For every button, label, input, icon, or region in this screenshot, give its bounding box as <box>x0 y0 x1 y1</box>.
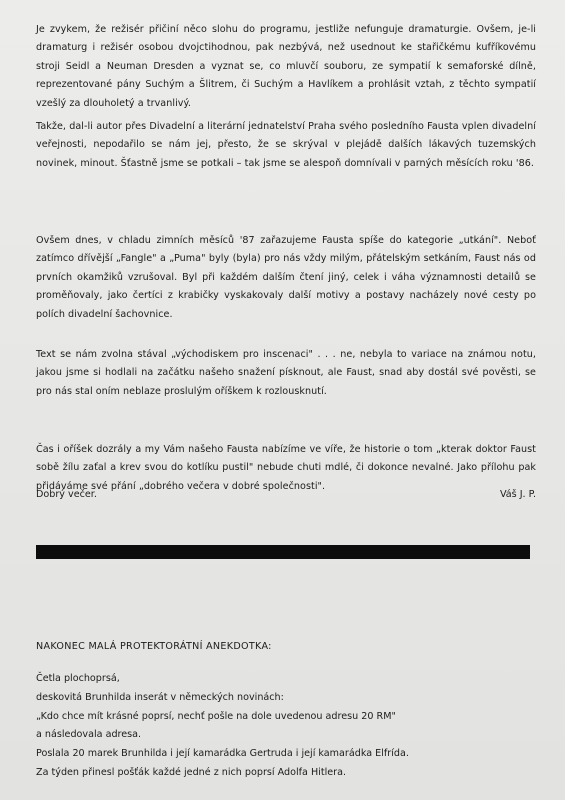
paragraph-offer: Čas i oříšek dozrály a my Vám našeho Fausta nabízíme ve víře, že historie o tom „kterak doktor Faust sobě žílu zaťal a krev svou do kotlíku pustil" nebude chuti mdlé, či dokonce nevalné. Jako přílohu pak přidáváme své přání „dobrého večera v dobré společnosti". <box>36 443 536 492</box>
paragraph-encounter: Ovšem dnes, v chladu zimních měsíců '87 zařazujeme Fausta spíše do kategorie „utkání". Neboť zatímco dřívější „Fangle" a „Puma" byly (byla) pro nás vždy milým, přátelským setkáním, Faust nás od prvních okamžiků vzrušoval. Byl při každém dalším čtení jiný, celek i váha významnosti detailů se proměňovaly, jako čertíci z krabičky vyskakovaly další motivy a postavy nacházely nové cesty po polích divadelní šachovnice. <box>36 234 536 320</box>
anecdote-line: deskovitá Brunhilda inserát v německých novinách: <box>36 691 284 703</box>
paragraph-staging: Text se nám zvolna stával „východiskem pro inscenaci" . . . ne, nebyla to variace na známou notu, jakou jsme si hodlali na začátku našeho snažení písknout, ale Faust, snad aby dostál své pověsti, se pro nás stal oním neblaze proslulým oříškem k rozlousknutí. <box>36 348 536 397</box>
anecdote-line: Četla plochoprsá, <box>36 673 120 684</box>
greeting: Dobrý večer. <box>36 489 97 500</box>
anecdote-line: a následovala adresa. <box>36 729 142 741</box>
anecdote-title: NAKONEC MALÁ PROTEKTORÁTNÍ ANEKDOTKA: <box>36 641 272 652</box>
anecdote-line: „Kdo chce mít krásné poprsí, nechť pošle na dole uvedenou adresu 20 RM" <box>36 710 396 722</box>
anecdote-section <box>36 638 536 783</box>
paragraph-faust-found: Takže, dal-li autor přes Divadelní a literární jednatelství Praha svého posledního Fausta vplen divadelní veřejnosti, nepodařilo se nám jej, přesto, že se skrýval v plejádě dalších lákavých tuzemských novinek, minout. Šťastně jsme se potkali – tak jsme se alespoň domnívali v parných měsících roku '86. <box>36 120 536 169</box>
anecdote-body <box>36 670 536 783</box>
anecdote-line: Poslala 20 marek Brunhilda i její kamarádka Gertruda i její kamarádka Elfrída. <box>36 748 409 760</box>
signature: Váš J. P. <box>499 489 536 500</box>
anecdote-line: Za týden přinesl pošťák každé jedné z nich poprsí Adolfa Hitlera. <box>36 766 347 778</box>
paragraph-intro: Je zvykem, že režisér přičiní něco slohu do programu, jestliže nefunguje dramaturgie. Ovšem, je-li dramaturg i režisér osobou dvojctihodnou, pak nezbývá, než usednout ke stařičkému kufříkovému stroji Seidl a Neuman Dresden a vyznat se, co mluvčí souboru, ze sympatií k semaforské dílně, reprezentované pány Suchým a Šlitrem, či Suchým a Havlíkem a prohlásit vztah, z těchto sympatií vzešlý za dlouholetý a trvanlivý. <box>36 23 536 109</box>
divider-bar <box>36 545 530 559</box>
